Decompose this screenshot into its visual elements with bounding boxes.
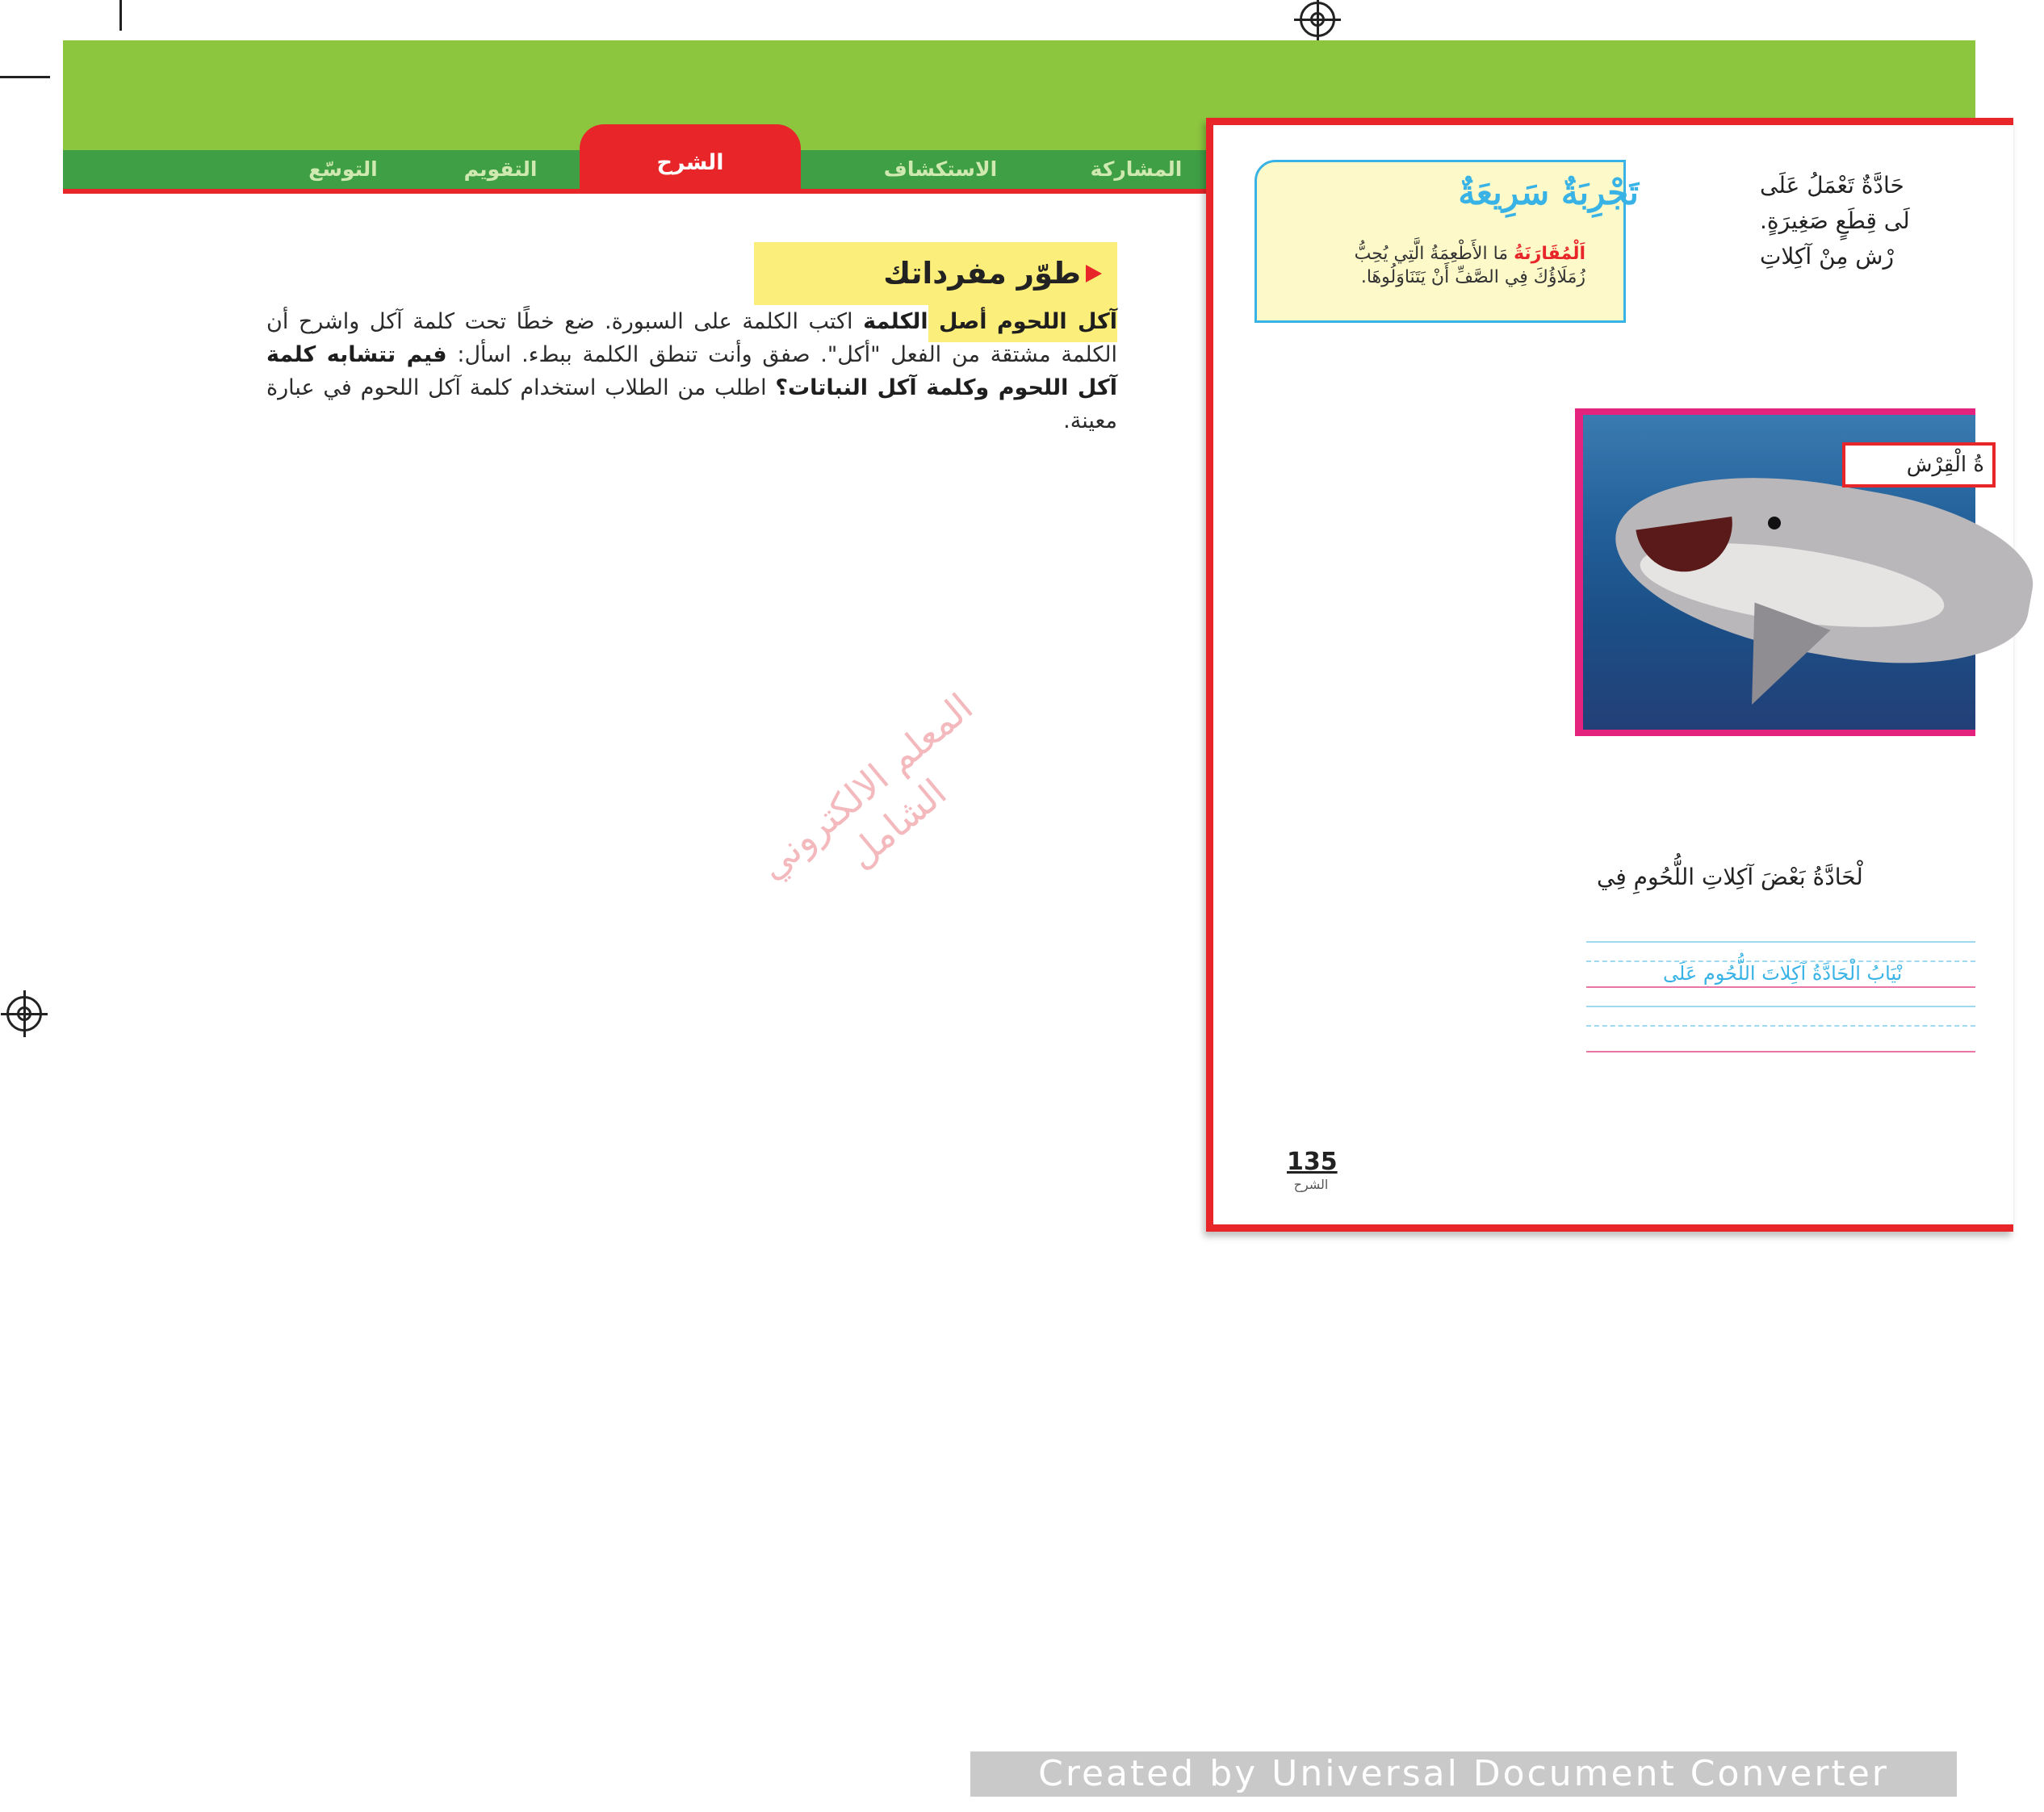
writing-line-pink bbox=[1586, 1051, 1975, 1052]
registration-mark-top bbox=[1300, 2, 1335, 37]
watermark-text: المعلم الالكتروني الشامل bbox=[750, 684, 982, 889]
writing-line bbox=[1586, 941, 1975, 943]
vocab-instructions: اكتب الكلمة على السبورة. ضع خطًا تحت كلمة آكل واشرح أن الكلمة مشتقة من الفعل "أكل". صفق وأنت تنطق الكلمة ببطء. اسأل: bbox=[266, 309, 1118, 367]
page-number: 135 bbox=[1287, 1148, 1338, 1176]
writing-line-dashed bbox=[1586, 1025, 1975, 1027]
vocab-paragraph bbox=[266, 305, 1117, 437]
arrow-left-icon bbox=[1086, 265, 1102, 282]
page-body-text bbox=[1760, 168, 1975, 274]
vocab-question: فيم تتشابه كلمة آكل اللحوم وكلمة آكل النباتات؟ bbox=[266, 342, 1117, 400]
crop-mark-vertical bbox=[119, 0, 122, 31]
converter-banner: Created by Universal Document Converter bbox=[970, 1751, 1957, 1797]
page-section-label: الشرح bbox=[1293, 1177, 1329, 1192]
page-question: لْحَادَّةُ بَعْضَ آكِلاتِ اللُّحُومِ فِي bbox=[1597, 864, 1863, 890]
quick-experiment-text bbox=[1301, 242, 1585, 289]
quick-experiment-title: تَجْرِبَةٌ سَرِيعَةٌ bbox=[1458, 173, 1639, 212]
tab-evaluation[interactable]: التقويم bbox=[463, 157, 538, 181]
page-text-line: لَى قِطَعٍ صَغِيرَةٍ. bbox=[1760, 207, 1910, 234]
tab-exploration[interactable]: الاستكشاف bbox=[883, 157, 998, 181]
comparison-text: مَا الأَطْعِمَةُ الَّتِي يُحِبُّ زُمَلَاؤُكَ فِي الصَّفِّ أَنْ يَتَنَاوَلُوهَا. bbox=[1354, 244, 1585, 287]
shark-eye bbox=[1768, 517, 1781, 529]
page-text-line: رْش مِنْ آكِلاتِ bbox=[1760, 243, 1894, 270]
registration-mark-left bbox=[6, 996, 42, 1032]
answer-text: نْيَابُ الْحَادَّةُ آكِلاتَ اللُّحُومِ عَلَى bbox=[1663, 962, 1903, 985]
page-text-line: حَادَّةٌ تَعْمَلُ عَلَى bbox=[1760, 172, 1904, 199]
crop-mark-horizontal bbox=[0, 76, 50, 78]
tab-engagement[interactable]: المشاركة bbox=[1090, 157, 1183, 181]
vocab-term: آكل اللحوم bbox=[997, 309, 1117, 334]
comparison-label: اَلْمُقَارَنَةُ bbox=[1514, 244, 1585, 264]
writing-line-pink bbox=[1586, 986, 1975, 988]
vocab-title: طوّر مفرداتك bbox=[883, 256, 1081, 291]
writing-line bbox=[1586, 1006, 1975, 1007]
word-origin-label: أصل الكلمة bbox=[863, 309, 987, 334]
tab-explanation[interactable]: الشرح bbox=[580, 124, 801, 194]
photo-caption: ةُ الْقِرْش bbox=[1842, 442, 1996, 488]
tab-expansion[interactable]: التوسّع bbox=[308, 157, 378, 181]
vocab-instructions-end: اطلب من الطلاب استخدام كلمة آكل اللحوم في عبارة معينة. bbox=[266, 375, 1117, 433]
